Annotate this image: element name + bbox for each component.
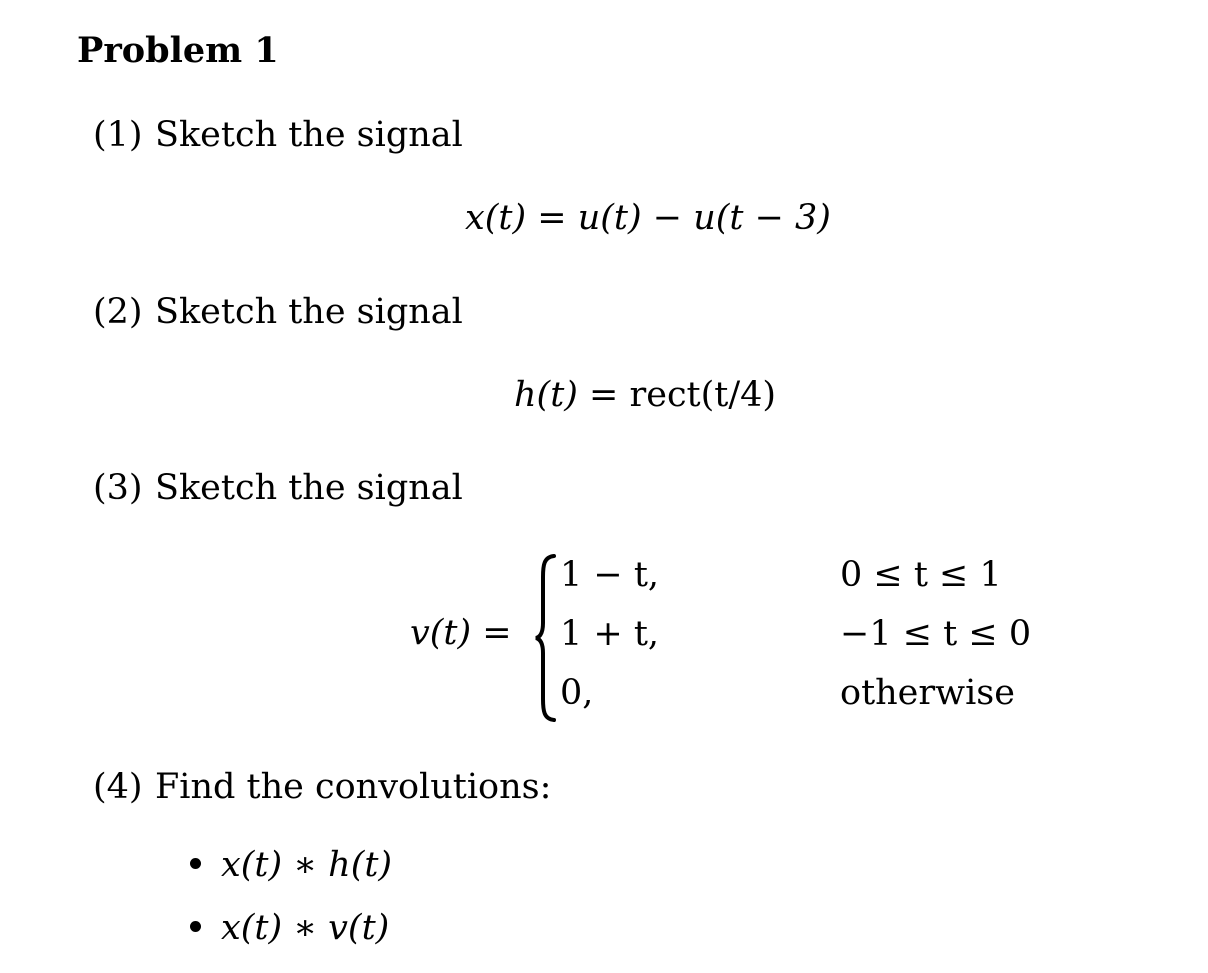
item-2 [93,292,463,332]
convolution-expression: x(t) ∗ v(t) [221,908,390,948]
item-text: Sketch the signal [155,115,463,155]
item-number: (1) [93,115,143,155]
case-row [560,673,1015,713]
equals-sign: = [577,375,630,415]
item-number: (3) [93,468,143,508]
equals-sign: = [526,198,578,238]
item-1 [93,115,463,155]
equation-lhs: x(t) [465,198,527,238]
case-condition: 0 ≤ t ≤ 1 [840,555,1002,595]
item-text: Sketch the signal [155,292,463,332]
case-condition: otherwise [840,673,1015,713]
list-item [190,908,389,948]
case-row [560,614,1032,654]
case-expression: 1 − t, [560,555,660,595]
equation-lhs: h(t) [514,375,578,415]
problem-title: Problem 1 [77,30,279,71]
convolution-expression: x(t) ∗ h(t) [221,845,393,885]
equation-h [514,375,776,415]
bullet-icon [190,858,201,869]
case-expression: 0, [560,673,594,713]
item-3 [93,468,463,508]
case-condition: −1 ≤ t ≤ 0 [840,614,1032,654]
case-expression: 1 + t, [560,614,660,654]
item-text: Find the convolutions: [155,767,552,807]
bullet-icon [190,921,201,932]
piecewise-lhs: v(t) = [410,613,512,653]
item-text: Sketch the signal [155,468,463,508]
equation-rhs: u(t) − u(t − 3) [577,198,831,238]
item-number: (4) [93,767,143,807]
list-item [190,845,392,885]
equation-x [465,198,831,238]
item-4 [93,767,551,807]
equation-rhs: rect(t/4) [629,375,777,415]
left-brace-icon [534,553,558,723]
case-row [560,555,1002,595]
item-number: (2) [93,292,143,332]
